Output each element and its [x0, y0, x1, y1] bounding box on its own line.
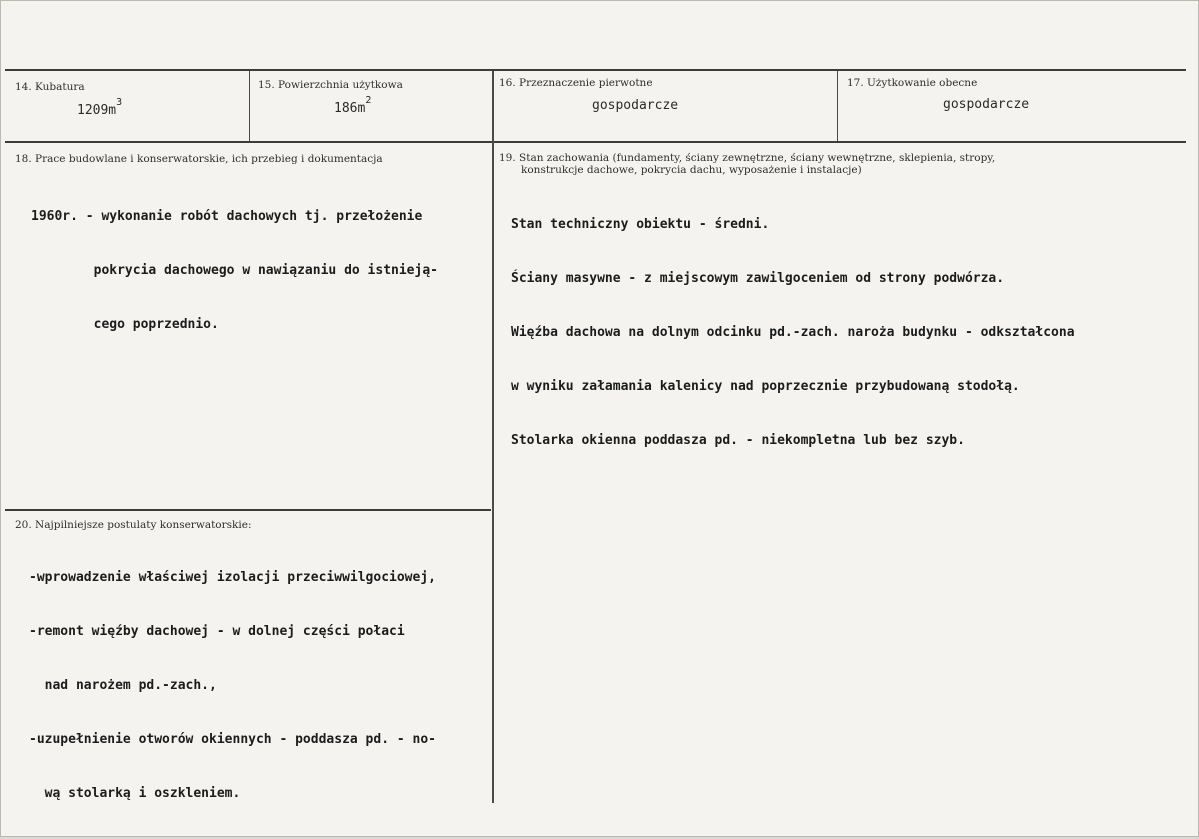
field-19-label-line: konstrukcje dachowe, pokrycia dachu, wyposażenie i instalacje) — [521, 164, 862, 176]
field-20-line: nad narożem pd.-zach., — [29, 678, 217, 693]
field-20-line: -remont więźby dachowej - w dolnej części połaci — [29, 624, 405, 639]
field-14-number: 1209m — [77, 103, 117, 118]
field-20-line: -uzupełnienie otworów okiennych - poddasza pd. - no- — [29, 732, 436, 747]
field-19-label-line: 19. Stan zachowania (fundamenty, ściany zewnętrzne, ściany wewnętrzne, sklepienia, stropy, — [499, 152, 996, 164]
field-14-unit-exponent: 3 — [116, 97, 123, 108]
divider-14-15 — [249, 71, 250, 141]
field-19-line: Stan techniczny obiektu - średni. — [511, 217, 770, 232]
divider-main — [492, 71, 494, 803]
field-18-line: pokrycia dachowego w nawiązaniu do istnieją- — [31, 263, 438, 278]
field-18-label: 18. Prace budowlane i konserwatorskie, ich przebieg i dokumentacja — [15, 153, 383, 165]
field-20-label: 20. Najpilniejsze postulaty konserwatorskie: — [15, 519, 252, 531]
field-18-line: 1960r. - wykonanie robót dachowych tj. przełożenie — [31, 209, 423, 224]
field-15-value — [334, 95, 372, 116]
field-18-line: cego poprzednio. — [31, 317, 219, 332]
field-15-unit-exponent: 2 — [365, 95, 372, 106]
field-14-label: 14. Kubatura — [15, 81, 85, 93]
top-rule — [5, 69, 1186, 71]
field-15-number: 186m — [334, 101, 366, 116]
field-20-text — [29, 533, 436, 839]
field-18-text — [31, 172, 438, 370]
section-18-20-rule — [5, 509, 491, 511]
field-19-line: Stolarka okienna poddasza pd. - niekompletna lub bez szyb. — [511, 433, 965, 448]
divider-16-17 — [837, 71, 838, 141]
field-16-value: gospodarcze — [592, 98, 679, 113]
field-19-text — [511, 180, 1075, 486]
field-17-value: gospodarcze — [943, 97, 1030, 112]
header-row-rule — [5, 141, 1186, 143]
field-20-line: -wprowadzenie właściwej izolacji przeciwwilgociowej, — [29, 570, 436, 585]
field-20-line: wą stolarką i oszkleniem. — [29, 786, 241, 801]
field-19-line: w wyniku załamania kalenicy nad poprzecznie przybudowaną stodołą. — [511, 379, 1020, 394]
field-14-value — [77, 97, 123, 118]
field-15-label: 15. Powierzchnia użytkowa — [258, 79, 403, 91]
field-19-label — [499, 152, 995, 176]
field-19-line: Więźba dachowa na dolnym odcinku pd.-zach. naroża budynku - odkształcona — [511, 325, 1075, 340]
field-16-label: 16. Przeznaczenie pierwotne — [499, 77, 653, 89]
field-17-label: 17. Użytkowanie obecne — [847, 77, 978, 89]
field-19-line: Ściany masywne - z miejscowym zawilgoceniem od strony podwórza. — [511, 271, 1005, 286]
